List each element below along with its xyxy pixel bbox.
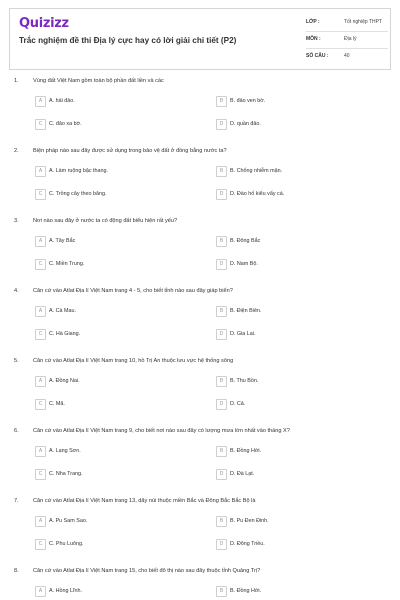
option-text: D. Gia Lai.: [230, 331, 256, 337]
option-d[interactable]: [216, 539, 386, 553]
option-letter-box: B: [216, 306, 227, 317]
option-text: A. Hồng Lĩnh.: [49, 588, 82, 594]
option-text: A. hải đảo.: [49, 98, 75, 104]
question-text: Nơi nào sau đây ở nước ta có động đất biểu hiện rất yếu?: [33, 218, 178, 224]
meta-row-class: [306, 15, 388, 32]
option-text: A. Làm ruộng bậc thang.: [49, 168, 109, 174]
option-text: D. Đà Lạt.: [230, 471, 255, 477]
option-d[interactable]: [216, 329, 386, 343]
option-b[interactable]: [216, 376, 386, 390]
option-text: B. Đồng Hới.: [230, 588, 262, 594]
option-c[interactable]: [35, 259, 205, 273]
option-text: B. đảo ven bờ.: [230, 98, 266, 104]
meta-value: 40: [344, 53, 350, 59]
option-letter-box: B: [216, 96, 227, 107]
option-letter-box: C: [35, 259, 46, 270]
question-number: 6.: [14, 428, 19, 434]
option-a[interactable]: [35, 446, 205, 460]
question: [0, 148, 400, 218]
option-c[interactable]: [35, 539, 205, 553]
question-text: Căn cứ vào Atlat Địa lí Việt Nam trang 10, hồ Trị An thuộc lưu vực hệ thống sông: [33, 358, 234, 364]
option-letter-box: A: [35, 516, 46, 527]
question-text: Căn cứ vào Atlat Địa lí Việt Nam trang 15, cho biết đô thị nào sau đây thuộc tỉnh Quảng Trị?: [33, 568, 261, 574]
option-text: C. Trồng cây theo băng.: [49, 191, 107, 197]
question: [0, 288, 400, 358]
option-letter-box: A: [35, 96, 46, 107]
meta-row-subject: [306, 32, 388, 49]
question-number: 1.: [14, 78, 19, 84]
option-d[interactable]: [216, 259, 386, 273]
option-text: C. Miền Trung.: [49, 261, 85, 267]
question-number: 3.: [14, 218, 19, 224]
option-d[interactable]: [216, 399, 386, 413]
option-a[interactable]: [35, 376, 205, 390]
option-a[interactable]: [35, 166, 205, 180]
question: [0, 78, 400, 148]
option-letter-box: C: [35, 119, 46, 130]
option-a[interactable]: [35, 516, 205, 530]
option-letter-box: A: [35, 236, 46, 247]
question: [0, 358, 400, 428]
option-d[interactable]: [216, 119, 386, 133]
option-letter-box: C: [35, 539, 46, 550]
option-text: C. đảo xa bờ.: [49, 121, 82, 127]
option-b[interactable]: [216, 306, 386, 320]
option-text: C. Mã.: [49, 401, 65, 407]
option-text: B. Đồng Hới.: [230, 448, 262, 454]
option-b[interactable]: [216, 166, 386, 180]
question-number: 2.: [14, 148, 19, 154]
option-text: D. Đông Triều.: [230, 541, 265, 547]
question: [0, 498, 400, 568]
option-letter-box: D: [216, 119, 227, 130]
question-list: [0, 78, 400, 600]
document-header: [9, 8, 391, 70]
meta-label: MÔN :: [306, 36, 321, 42]
option-letter-box: B: [216, 446, 227, 457]
option-letter-box: C: [35, 469, 46, 480]
option-text: C. Phu Luông.: [49, 541, 84, 547]
option-text: D. Nam Bộ.: [230, 261, 258, 267]
option-text: B. Chống nhiễm mặn.: [230, 168, 283, 174]
question-text: Vùng đất Việt Nam gồm toàn bộ phần đất liền và các: [33, 78, 164, 84]
option-letter-box: D: [216, 259, 227, 270]
option-letter-box: D: [216, 399, 227, 410]
option-c[interactable]: [35, 329, 205, 343]
meta-label: SỐ CÂU :: [306, 53, 329, 59]
option-c[interactable]: [35, 189, 205, 203]
option-text: C. Nha Trang.: [49, 471, 83, 477]
option-b[interactable]: [216, 236, 386, 250]
option-b[interactable]: [216, 446, 386, 460]
option-text: A. Đồng Nai.: [49, 378, 80, 384]
option-text: D. Đào hố kiểu vẩy cá.: [230, 191, 285, 197]
meta-row-count: [306, 49, 388, 66]
option-text: B. Điện Biên.: [230, 308, 262, 314]
option-text: B. Thu Bồn.: [230, 378, 259, 384]
option-text: D. quần đảo.: [230, 121, 261, 127]
option-letter-box: D: [216, 189, 227, 200]
option-c[interactable]: [35, 119, 205, 133]
option-letter-box: A: [35, 586, 46, 597]
option-letter-box: A: [35, 446, 46, 457]
option-a[interactable]: [35, 586, 205, 600]
meta-label: LỚP :: [306, 19, 320, 25]
meta-value: Tốt nghiệp THPT: [344, 19, 382, 25]
option-letter-box: B: [216, 516, 227, 527]
question-text: Căn cứ vào Atlat Địa lí Việt Nam trang 4 - 5, cho biết tỉnh nào sau đây giáp biển?: [33, 288, 233, 294]
question-number: 7.: [14, 498, 19, 504]
question-number: 8.: [14, 568, 19, 574]
option-letter-box: C: [35, 189, 46, 200]
option-letter-box: D: [216, 329, 227, 340]
question-number: 4.: [14, 288, 19, 294]
option-letter-box: B: [216, 236, 227, 247]
option-a[interactable]: [35, 236, 205, 250]
option-letter-box: B: [216, 166, 227, 177]
option-letter-box: D: [216, 469, 227, 480]
option-d[interactable]: [216, 469, 386, 483]
question: [0, 218, 400, 288]
meta-value: Địa lý: [344, 36, 357, 42]
question: [0, 568, 400, 600]
option-text: B. Đông Bắc: [230, 238, 261, 244]
question-text: Căn cứ vào Atlat Địa lí Việt Nam trang 13, dãy núi thuộc miền Bắc và Đông Bắc Bắc Bộ là: [33, 498, 256, 504]
option-letter-box: C: [35, 329, 46, 340]
meta-info: [306, 15, 388, 66]
option-a[interactable]: [35, 306, 205, 320]
option-c[interactable]: [35, 469, 205, 483]
option-text: A. Cà Mau.: [49, 308, 76, 314]
option-text: A. Lạng Sơn.: [49, 448, 81, 454]
option-d[interactable]: [216, 189, 386, 203]
option-text: A. Pu Sam Sao.: [49, 518, 88, 524]
question-text: Căn cứ vào Atlat Địa lí Việt Nam trang 9, cho biết nơi nào sau đây có lượng mưa lớn nhất vào tháng X?: [33, 428, 290, 434]
option-letter-box: A: [35, 306, 46, 317]
option-text: A. Tây Bắc: [49, 238, 76, 244]
quizizz-logo: Quizizz: [19, 16, 69, 31]
option-letter-box: D: [216, 539, 227, 550]
option-text: D. Cả.: [230, 401, 246, 407]
option-c[interactable]: [35, 399, 205, 413]
option-text: C. Hà Giang.: [49, 331, 81, 337]
option-text: B. Pu Đen Đinh.: [230, 518, 269, 524]
question-number: 5.: [14, 358, 19, 364]
document-title: Trắc nghiệm đề thi Địa lý cực hay có lời giải chi tiết (P2): [19, 36, 237, 45]
option-letter-box: B: [216, 586, 227, 597]
option-letter-box: A: [35, 166, 46, 177]
option-b[interactable]: [216, 96, 386, 110]
option-b[interactable]: [216, 516, 386, 530]
option-letter-box: A: [35, 376, 46, 387]
question: [0, 428, 400, 498]
option-a[interactable]: [35, 96, 205, 110]
option-letter-box: C: [35, 399, 46, 410]
option-b[interactable]: [216, 586, 386, 600]
option-letter-box: B: [216, 376, 227, 387]
question-text: Biện pháp nào sau đây được sử dụng trong bảo vệ đất ở đồng bằng nước ta?: [33, 148, 227, 154]
